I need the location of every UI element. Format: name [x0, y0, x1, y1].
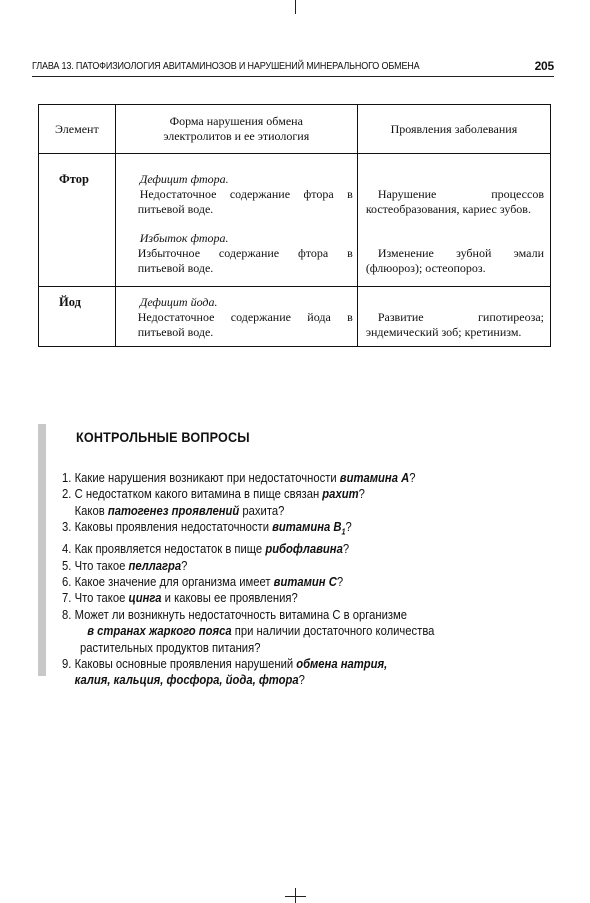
- item-text: ?: [181, 558, 188, 573]
- item-emphasis: в странах жаркого пояса: [87, 624, 232, 639]
- item-number: 3.: [62, 520, 72, 535]
- item-text: Какие нарушения возникают при недостаточности: [74, 471, 340, 485]
- item-subscript: 1: [341, 527, 346, 537]
- item-number: 7.: [62, 591, 72, 606]
- list-item: [62, 574, 485, 590]
- manifestation-text: Нарушение процессов костеобразования, кариес зубов.: [365, 187, 544, 216]
- item-emphasis: витамина B: [272, 520, 342, 535]
- item-text: ?: [336, 574, 344, 589]
- item-number: 2.: [62, 487, 72, 502]
- item-emphasis: калия, кальция, фосфора, йода, фтора: [74, 673, 299, 688]
- crop-mark-bottom-h: [285, 896, 306, 897]
- header-element: Элемент: [39, 105, 116, 154]
- list-item: [62, 541, 485, 557]
- table-row: [39, 287, 551, 347]
- item-emphasis: рибофлавина: [265, 542, 343, 557]
- questions-title: КОНТРОЛЬНЫЕ ВОПРОСЫ: [76, 429, 250, 445]
- item-number: 4.: [62, 542, 72, 557]
- item-number: 1.: [62, 471, 72, 485]
- item-text: ?: [342, 542, 350, 557]
- item-emphasis: витамин С: [273, 574, 337, 589]
- form-text: Недостаточное содержание йода в питьевой воде.: [137, 310, 353, 339]
- item-text: и каковы ее проявления?: [161, 591, 298, 606]
- row-manifestations: [357, 154, 550, 287]
- list-item: [62, 607, 485, 656]
- item-emphasis: обмена натрия,: [296, 656, 388, 671]
- item-text: при наличии достаточного количества: [231, 624, 435, 639]
- list-item: [62, 590, 485, 606]
- item-text: Что такое: [74, 558, 129, 573]
- row-element: Йод: [39, 287, 116, 347]
- row-forms: [115, 287, 357, 347]
- manifestation-text: Изменение зубной эмали (флюороз); остеопороз.: [365, 246, 544, 275]
- table-header-row: [39, 105, 551, 154]
- item-text: Каковы основные проявления нарушений: [74, 656, 297, 671]
- form-title: Дефицит фтора.: [139, 172, 229, 186]
- header-manifestations: Проявления заболевания: [357, 105, 550, 154]
- row-forms: [115, 154, 357, 287]
- page-number: 205: [534, 59, 554, 73]
- item-text: Может ли возникнуть недостаточность витамина С в организме: [74, 607, 408, 622]
- item-text: ?: [298, 673, 305, 688]
- running-head: [32, 56, 554, 77]
- item-text: Каков: [74, 503, 108, 518]
- item-emphasis: патогенез проявлений: [107, 503, 240, 518]
- list-item: [62, 470, 485, 486]
- table-row: [39, 154, 551, 287]
- item-number: 9.: [62, 656, 72, 671]
- item-emphasis: рахит: [322, 487, 359, 502]
- item-number: 6.: [62, 574, 72, 589]
- item-text: Какое значение для организма имеет: [74, 574, 274, 589]
- item-emphasis: цинга: [128, 591, 162, 606]
- item-text: ?: [409, 471, 416, 485]
- form-title: Избыток фтора.: [139, 231, 229, 245]
- form-text: Избыточное содержание фтора в питьевой воде.: [137, 246, 353, 275]
- item-text: ?: [345, 520, 352, 535]
- row-element: Фтор: [39, 154, 116, 287]
- item-text: рахита?: [239, 503, 285, 518]
- item-text: Как проявляется недостаток в пище: [74, 542, 266, 557]
- item-text: С недостатком какого витамина в пище связан: [74, 487, 323, 502]
- manifestation-text: Развитие гипотиреоза; эндемический зоб; кретинизм.: [365, 310, 544, 339]
- list-item: [62, 486, 485, 519]
- item-text: растительных продуктов питания?: [80, 640, 261, 655]
- header-form: [115, 105, 357, 154]
- list-item: [62, 656, 485, 689]
- form-title: Дефицит йода.: [139, 295, 218, 309]
- item-text: ?: [358, 487, 365, 502]
- item-text: Каковы проявления недостаточности: [74, 520, 273, 535]
- header-form-text: Форма нарушения обмена электролитов и ее этиология: [163, 114, 310, 143]
- section-accent-bar: [38, 424, 46, 676]
- chapter-title: ГЛАВА 13. ПАТОФИЗИОЛОГИЯ АВИТАМИНОЗОВ И НАРУШЕНИЙ МИНЕРАЛЬНОГО ОБМЕНА: [32, 60, 420, 72]
- list-item: [62, 558, 485, 574]
- item-number: 8.: [62, 607, 72, 622]
- row-manifestations: [357, 287, 550, 347]
- item-emphasis: витамина А: [339, 471, 410, 485]
- questions-list: [62, 470, 482, 689]
- item-emphasis: пеллагра: [128, 558, 182, 573]
- list-item: [62, 519, 485, 541]
- crop-mark-top: [295, 0, 296, 14]
- item-number: 5.: [62, 558, 72, 573]
- form-text: Недостаточное содержание фтора в питьевой воде.: [137, 187, 353, 216]
- electrolyte-table: [38, 104, 551, 347]
- item-text: Что такое: [74, 591, 129, 606]
